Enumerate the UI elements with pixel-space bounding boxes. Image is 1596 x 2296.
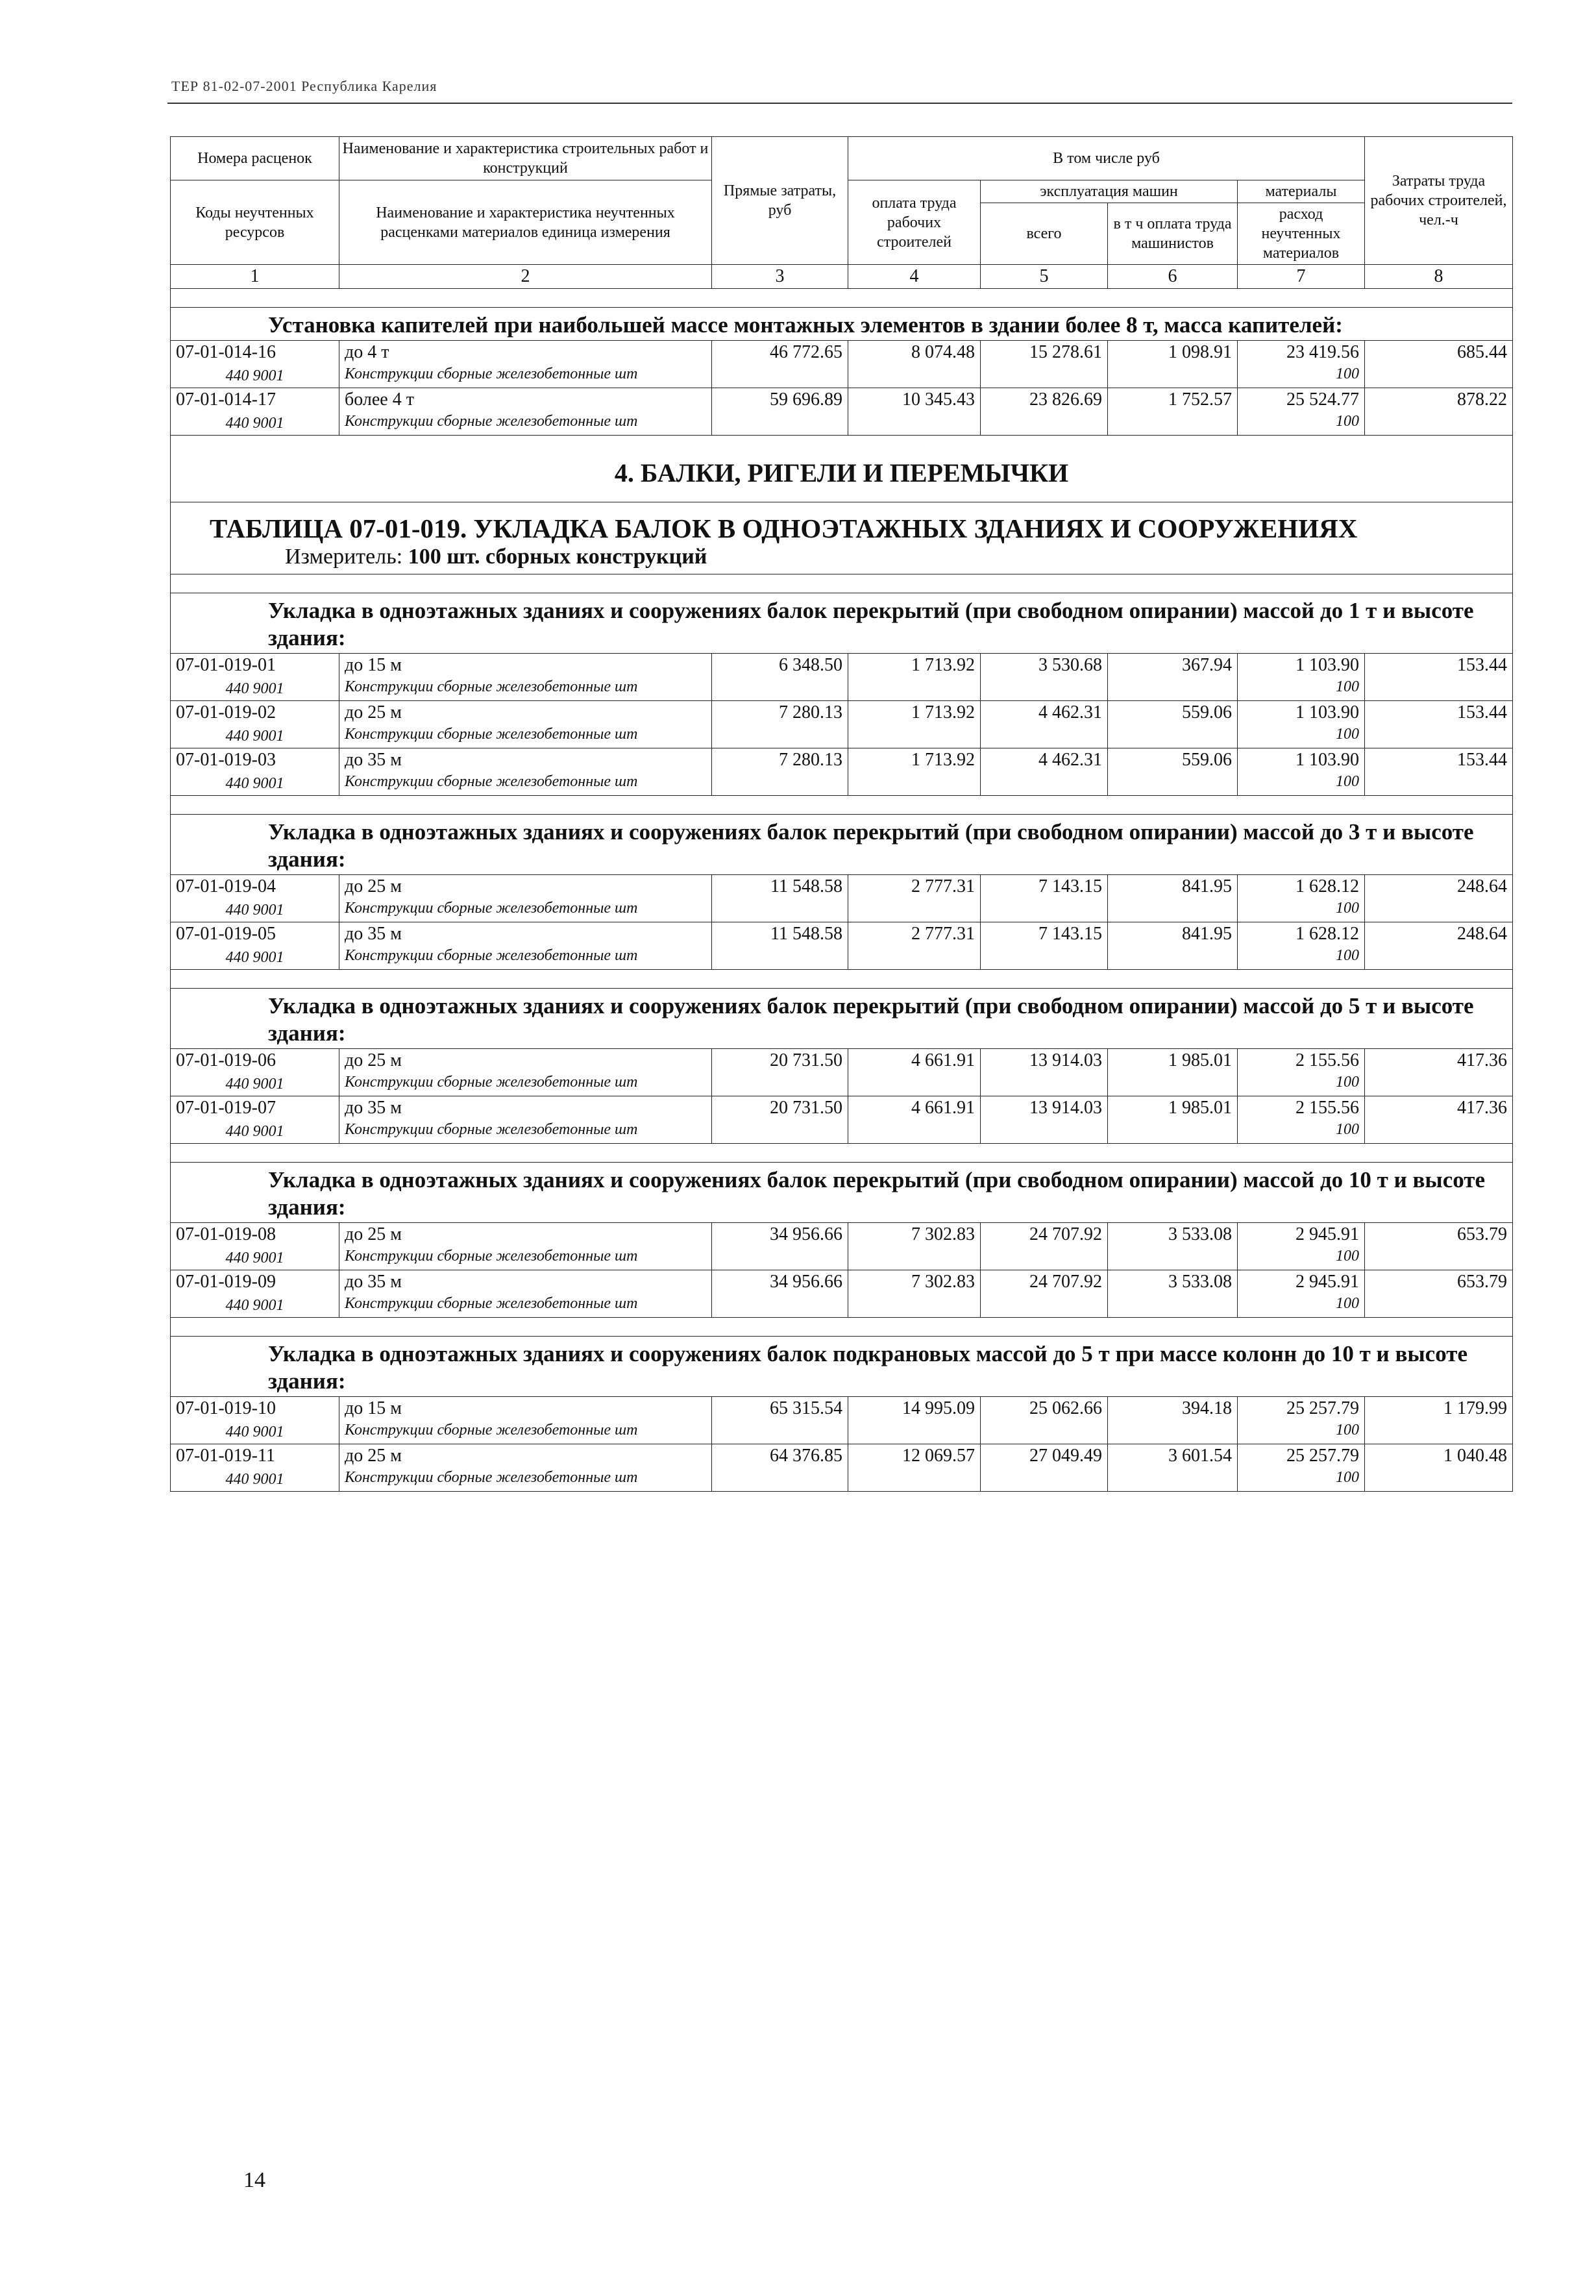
col-header-direct: Прямые затраты, руб [712, 137, 848, 265]
empty-cell [1365, 1468, 1513, 1492]
resource-code: 440 9001 [171, 677, 339, 701]
spacer-cell [171, 1318, 1513, 1337]
resource-qty: 100 [1238, 1072, 1365, 1096]
spacer-row [171, 289, 1513, 308]
materials-cost: 2 155.56 [1238, 1096, 1365, 1120]
meter-value: 100 шт. сборных конструкций [408, 545, 707, 569]
empty-cell [848, 1294, 981, 1318]
resource-code: 440 9001 [171, 412, 339, 436]
labor-hours: 417.36 [1365, 1049, 1513, 1073]
col-header-wages: оплата труда рабочих строителей [848, 180, 981, 265]
materials-cost: 1 103.90 [1238, 748, 1365, 772]
resource-name: Конструкции сборные железобетонные шт [339, 364, 712, 388]
table-row [171, 875, 1513, 899]
table-title-cell [171, 502, 1513, 574]
machinist-wages: 559.06 [1108, 748, 1238, 772]
resource-name: Конструкции сборные железобетонные шт [339, 1294, 712, 1318]
rates-table [170, 136, 1513, 1492]
materials-cost: 1 103.90 [1238, 654, 1365, 678]
direct-costs: 20 731.50 [712, 1049, 848, 1073]
resource-code: 440 9001 [171, 1420, 339, 1444]
empty-cell [848, 364, 981, 388]
resource-code: 440 9001 [171, 772, 339, 796]
labor-hours: 248.64 [1365, 875, 1513, 899]
rate-code: 07-01-019-01 [171, 654, 339, 678]
wages: 1 713.92 [848, 701, 981, 725]
col-header-machines: эксплуатация машин [981, 180, 1238, 203]
materials-cost: 25 257.79 [1238, 1397, 1365, 1421]
empty-cell [981, 1468, 1108, 1492]
rate-code: 07-01-014-17 [171, 388, 339, 412]
machines-total: 25 062.66 [981, 1397, 1108, 1421]
section-title: Укладка в одноэтажных зданиях и сооружениях балок подкрановых массой до 5 т при массе колонн до 10 т и высоте здания: [171, 1337, 1513, 1397]
machines-total: 7 143.15 [981, 922, 1108, 946]
machines-total: 3 530.68 [981, 654, 1108, 678]
empty-cell [1108, 1120, 1238, 1144]
direct-costs: 34 956.66 [712, 1270, 848, 1294]
empty-cell [712, 1246, 848, 1270]
machinist-wages: 1 985.01 [1108, 1049, 1238, 1073]
empty-cell [848, 412, 981, 436]
resource-code: 440 9001 [171, 1294, 339, 1318]
machinist-wages: 841.95 [1108, 875, 1238, 899]
table-row [171, 654, 1513, 678]
resource-name: Конструкции сборные железобетонные шт [339, 1120, 712, 1144]
machinist-wages: 3 533.08 [1108, 1223, 1238, 1247]
empty-cell [981, 412, 1108, 436]
wages: 1 713.92 [848, 654, 981, 678]
empty-cell [1108, 946, 1238, 970]
machinist-wages: 367.94 [1108, 654, 1238, 678]
meter-line [210, 544, 1512, 570]
wages: 8 074.48 [848, 341, 981, 365]
resource-name: Конструкции сборные железобетонные шт [339, 772, 712, 796]
resource-code: 440 9001 [171, 1120, 339, 1144]
work-name: до 25 м [339, 1444, 712, 1468]
col-num: 6 [1108, 265, 1238, 289]
resource-qty: 100 [1238, 1420, 1365, 1444]
col-header-group: В том числе руб [848, 137, 1365, 180]
resource-row [171, 772, 1513, 796]
table-title-row [171, 502, 1513, 574]
resource-name: Конструкции сборные железобетонные шт [339, 1072, 712, 1096]
empty-cell [1108, 1420, 1238, 1444]
direct-costs: 59 696.89 [712, 388, 848, 412]
empty-cell [981, 898, 1108, 922]
work-name: до 4 т [339, 341, 712, 365]
work-name: до 35 м [339, 1096, 712, 1120]
section-title: Укладка в одноэтажных зданиях и сооружениях балок перекрытий (при свободном опирании) массой до 5 т и высоте здания: [171, 989, 1513, 1049]
resource-qty: 100 [1238, 1468, 1365, 1492]
labor-hours: 248.64 [1365, 922, 1513, 946]
machinist-wages: 394.18 [1108, 1397, 1238, 1421]
table-row [171, 748, 1513, 772]
resource-qty: 100 [1238, 898, 1365, 922]
empty-cell [1365, 1120, 1513, 1144]
empty-cell [981, 364, 1108, 388]
empty-cell [1108, 1072, 1238, 1096]
resource-row [171, 1420, 1513, 1444]
col-num: 2 [339, 265, 712, 289]
empty-cell [1365, 946, 1513, 970]
direct-costs: 46 772.65 [712, 341, 848, 365]
direct-costs: 65 315.54 [712, 1397, 848, 1421]
wages: 12 069.57 [848, 1444, 981, 1468]
resource-row [171, 946, 1513, 970]
col-num: 7 [1238, 265, 1365, 289]
resource-qty: 100 [1238, 1246, 1365, 1270]
table-row [171, 1444, 1513, 1468]
empty-cell [712, 1072, 848, 1096]
empty-cell [1108, 677, 1238, 701]
spacer-row [171, 574, 1513, 593]
wages: 14 995.09 [848, 1397, 981, 1421]
work-name: до 15 м [339, 1397, 712, 1421]
section-title: Укладка в одноэтажных зданиях и сооружениях балок перекрытий (при свободном опирании) массой до 1 т и высоте здания: [171, 593, 1513, 654]
empty-cell [712, 1294, 848, 1318]
wages: 7 302.83 [848, 1223, 981, 1247]
wages: 4 661.91 [848, 1049, 981, 1073]
labor-hours: 653.79 [1365, 1270, 1513, 1294]
direct-costs: 64 376.85 [712, 1444, 848, 1468]
empty-cell [981, 1120, 1108, 1144]
col-num: 8 [1365, 265, 1513, 289]
rate-code: 07-01-019-06 [171, 1049, 339, 1073]
empty-cell [1108, 1294, 1238, 1318]
table-row [171, 1096, 1513, 1120]
machines-total: 13 914.03 [981, 1049, 1108, 1073]
spacer-cell [171, 970, 1513, 989]
resource-code: 440 9001 [171, 364, 339, 388]
empty-cell [1365, 1246, 1513, 1270]
resource-qty: 100 [1238, 772, 1365, 796]
work-name: до 35 м [339, 922, 712, 946]
empty-cell [981, 677, 1108, 701]
empty-cell [981, 1420, 1108, 1444]
machines-total: 7 143.15 [981, 875, 1108, 899]
resource-row [171, 1072, 1513, 1096]
section-title-row [171, 815, 1513, 875]
wages: 4 661.91 [848, 1096, 981, 1120]
wages: 2 777.31 [848, 922, 981, 946]
machines-total: 23 826.69 [981, 388, 1108, 412]
spacer-cell [171, 289, 1513, 308]
machines-total: 24 707.92 [981, 1270, 1108, 1294]
labor-hours: 417.36 [1365, 1096, 1513, 1120]
section-title: Установка капителей при наибольшей массе монтажных элементов в здании более 8 т, масса капителей: [171, 308, 1513, 341]
col-num: 5 [981, 265, 1108, 289]
materials-cost: 2 945.91 [1238, 1223, 1365, 1247]
empty-cell [848, 946, 981, 970]
chapter-heading: 4. БАЛКИ, РИГЕЛИ И ПЕРЕМЫЧКИ [171, 436, 1513, 502]
work-name: более 4 т [339, 388, 712, 412]
rate-code: 07-01-019-11 [171, 1444, 339, 1468]
empty-cell [712, 898, 848, 922]
materials-cost: 1 628.12 [1238, 875, 1365, 899]
wages: 7 302.83 [848, 1270, 981, 1294]
resource-qty: 100 [1238, 946, 1365, 970]
empty-cell [981, 772, 1108, 796]
table-row [171, 1270, 1513, 1294]
rate-code: 07-01-019-05 [171, 922, 339, 946]
col-header-labor: Затраты труда рабочих строителей, чел.-ч [1365, 137, 1513, 265]
section-title: Укладка в одноэтажных зданиях и сооружениях балок перекрытий (при свободном опирании) массой до 10 т и высоте здания: [171, 1163, 1513, 1223]
empty-cell [712, 412, 848, 436]
empty-cell [981, 724, 1108, 748]
materials-cost: 25 524.77 [1238, 388, 1365, 412]
rate-code: 07-01-019-10 [171, 1397, 339, 1421]
materials-cost: 2 155.56 [1238, 1049, 1365, 1073]
empty-cell [848, 898, 981, 922]
table-row [171, 1223, 1513, 1247]
machinist-wages: 559.06 [1108, 701, 1238, 725]
wages: 10 345.43 [848, 388, 981, 412]
direct-costs: 11 548.58 [712, 875, 848, 899]
table-row [171, 1397, 1513, 1421]
empty-cell [1108, 772, 1238, 796]
labor-hours: 878.22 [1365, 388, 1513, 412]
chapter-heading-row [171, 436, 1513, 502]
resource-name: Конструкции сборные железобетонные шт [339, 724, 712, 748]
machinist-wages: 3 533.08 [1108, 1270, 1238, 1294]
section-title-row [171, 989, 1513, 1049]
empty-cell [712, 677, 848, 701]
labor-hours: 653.79 [1365, 1223, 1513, 1247]
resource-row [171, 898, 1513, 922]
empty-cell [848, 1420, 981, 1444]
direct-costs: 20 731.50 [712, 1096, 848, 1120]
machinist-wages: 1 985.01 [1108, 1096, 1238, 1120]
rate-code: 07-01-019-02 [171, 701, 339, 725]
rate-code: 07-01-014-16 [171, 341, 339, 365]
resource-qty: 100 [1238, 677, 1365, 701]
table-row [171, 388, 1513, 412]
empty-cell [712, 364, 848, 388]
resource-qty: 100 [1238, 724, 1365, 748]
resource-name: Конструкции сборные железобетонные шт [339, 946, 712, 970]
col-header-name-a: Наименование и характеристика строительных работ и конструкций [339, 137, 712, 180]
machinist-wages: 841.95 [1108, 922, 1238, 946]
machinist-wages: 1 098.91 [1108, 341, 1238, 365]
rate-code: 07-01-019-08 [171, 1223, 339, 1247]
empty-cell [1365, 1420, 1513, 1444]
rate-code: 07-01-019-07 [171, 1096, 339, 1120]
empty-cell [848, 1246, 981, 1270]
resource-code: 440 9001 [171, 1246, 339, 1270]
empty-cell [981, 1294, 1108, 1318]
machinist-wages: 1 752.57 [1108, 388, 1238, 412]
rate-code: 07-01-019-04 [171, 875, 339, 899]
spacer-row [171, 1318, 1513, 1337]
machines-total: 4 462.31 [981, 701, 1108, 725]
machines-total: 15 278.61 [981, 341, 1108, 365]
spacer-cell [171, 574, 1513, 593]
resource-row [171, 1120, 1513, 1144]
labor-hours: 153.44 [1365, 748, 1513, 772]
wages: 1 713.92 [848, 748, 981, 772]
work-name: до 25 м [339, 1049, 712, 1073]
section-title-row [171, 593, 1513, 654]
empty-cell [1108, 1468, 1238, 1492]
machines-total: 4 462.31 [981, 748, 1108, 772]
labor-hours: 1 040.48 [1365, 1444, 1513, 1468]
resource-row [171, 677, 1513, 701]
spacer-row [171, 796, 1513, 815]
work-name: до 15 м [339, 654, 712, 678]
direct-costs: 7 280.13 [712, 701, 848, 725]
rate-code: 07-01-019-09 [171, 1270, 339, 1294]
resource-code: 440 9001 [171, 1468, 339, 1492]
col-header-unaccounted: расход неучтенных материалов [1238, 203, 1365, 265]
resource-code: 440 9001 [171, 1072, 339, 1096]
spacer-cell [171, 796, 1513, 815]
resource-name: Конструкции сборные железобетонные шт [339, 1246, 712, 1270]
resource-name: Конструкции сборные железобетонные шт [339, 412, 712, 436]
section-title-row [171, 308, 1513, 341]
direct-costs: 11 548.58 [712, 922, 848, 946]
empty-cell [712, 1420, 848, 1444]
resource-qty: 100 [1238, 412, 1365, 436]
wages: 2 777.31 [848, 875, 981, 899]
col-num: 3 [712, 265, 848, 289]
spacer-row [171, 1144, 1513, 1163]
direct-costs: 34 956.66 [712, 1223, 848, 1247]
work-name: до 25 м [339, 1223, 712, 1247]
rate-code: 07-01-019-03 [171, 748, 339, 772]
resource-qty: 100 [1238, 1294, 1365, 1318]
resource-row [171, 1294, 1513, 1318]
empty-cell [712, 1468, 848, 1492]
empty-cell [848, 1120, 981, 1144]
section-title: Укладка в одноэтажных зданиях и сооружениях балок перекрытий (при свободном опирании) массой до 3 т и высоте здания: [171, 815, 1513, 875]
empty-cell [712, 1120, 848, 1144]
labor-hours: 1 179.99 [1365, 1397, 1513, 1421]
machines-total: 13 914.03 [981, 1096, 1108, 1120]
materials-cost: 25 257.79 [1238, 1444, 1365, 1468]
empty-cell [981, 1246, 1108, 1270]
machines-total: 24 707.92 [981, 1223, 1108, 1247]
empty-cell [981, 946, 1108, 970]
empty-cell [1365, 364, 1513, 388]
column-numbers-row [171, 265, 1513, 289]
empty-cell [712, 772, 848, 796]
col-header-codes-a: Номера расценок [171, 137, 339, 180]
header-rule [167, 103, 1512, 104]
labor-hours: 685.44 [1365, 341, 1513, 365]
table-row [171, 341, 1513, 365]
empty-cell [1108, 364, 1238, 388]
labor-hours: 153.44 [1365, 654, 1513, 678]
empty-cell [848, 1468, 981, 1492]
table-row [171, 701, 1513, 725]
empty-cell [1365, 724, 1513, 748]
empty-cell [848, 1072, 981, 1096]
materials-cost: 2 945.91 [1238, 1270, 1365, 1294]
empty-cell [1108, 412, 1238, 436]
empty-cell [981, 1072, 1108, 1096]
table-title: ТАБЛИЦА 07-01-019. УКЛАДКА БАЛОК В ОДНОЭТАЖНЫХ ЗДАНИЯХ И СООРУЖЕНИЯХ [210, 513, 1358, 543]
direct-costs: 7 280.13 [712, 748, 848, 772]
resource-code: 440 9001 [171, 946, 339, 970]
resource-name: Конструкции сборные железобетонные шт [339, 677, 712, 701]
resource-code: 440 9001 [171, 724, 339, 748]
machines-total: 27 049.49 [981, 1444, 1108, 1468]
direct-costs: 6 348.50 [712, 654, 848, 678]
section-title-row [171, 1163, 1513, 1223]
col-header-codes-b: Коды неучтенных ресурсов [171, 180, 339, 265]
materials-cost: 1 103.90 [1238, 701, 1365, 725]
resource-code: 440 9001 [171, 898, 339, 922]
document-header: ТЕР 81-02-07-2001 Республика Карелия [171, 78, 437, 94]
resource-qty: 100 [1238, 364, 1365, 388]
resource-qty: 100 [1238, 1120, 1365, 1144]
empty-cell [1365, 412, 1513, 436]
resource-name: Конструкции сборные железобетонные шт [339, 1420, 712, 1444]
spacer-row [171, 970, 1513, 989]
empty-cell [1108, 724, 1238, 748]
table-row [171, 922, 1513, 946]
work-name: до 35 м [339, 748, 712, 772]
col-header-machinist-wages: в т ч оплата труда машинистов [1108, 203, 1238, 265]
empty-cell [848, 724, 981, 748]
work-name: до 35 м [339, 1270, 712, 1294]
machinist-wages: 3 601.54 [1108, 1444, 1238, 1468]
empty-cell [1365, 1072, 1513, 1096]
empty-cell [1365, 898, 1513, 922]
col-header-machines-total: всего [981, 203, 1108, 265]
empty-cell [712, 946, 848, 970]
col-header-materials: материалы [1238, 180, 1365, 203]
col-header-name-b: Наименование и характеристика неучтенных расценками материалов единица измерения [339, 180, 712, 265]
col-num: 4 [848, 265, 981, 289]
header-row-1 [171, 137, 1513, 180]
section-title-row [171, 1337, 1513, 1397]
empty-cell [1365, 677, 1513, 701]
work-name: до 25 м [339, 875, 712, 899]
empty-cell [848, 772, 981, 796]
empty-cell [848, 677, 981, 701]
empty-cell [1108, 898, 1238, 922]
meter-label: Измеритель: [285, 545, 403, 569]
work-name: до 25 м [339, 701, 712, 725]
empty-cell [712, 724, 848, 748]
table-row [171, 1049, 1513, 1073]
spacer-cell [171, 1144, 1513, 1163]
empty-cell [1365, 1294, 1513, 1318]
labor-hours: 153.44 [1365, 701, 1513, 725]
resource-row [171, 1246, 1513, 1270]
resource-row [171, 412, 1513, 436]
resource-name: Конструкции сборные железобетонные шт [339, 1468, 712, 1492]
col-num: 1 [171, 265, 339, 289]
page-number: 14 [243, 2168, 265, 2192]
empty-cell [1108, 1246, 1238, 1270]
resource-row [171, 364, 1513, 388]
resource-name: Конструкции сборные железобетонные шт [339, 898, 712, 922]
resource-row [171, 1468, 1513, 1492]
materials-cost: 23 419.56 [1238, 341, 1365, 365]
materials-cost: 1 628.12 [1238, 922, 1365, 946]
empty-cell [1365, 772, 1513, 796]
resource-row [171, 724, 1513, 748]
